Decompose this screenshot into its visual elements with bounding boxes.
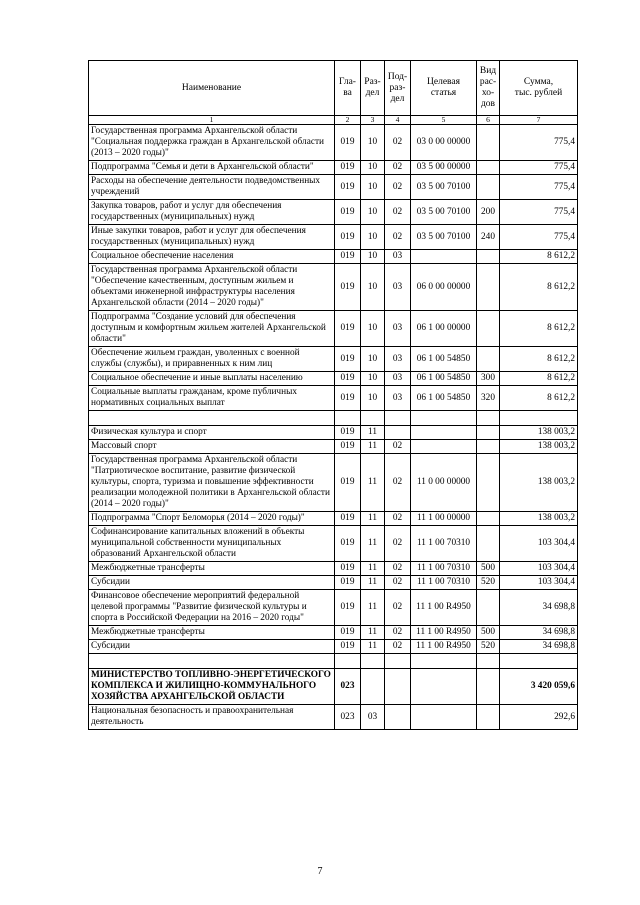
budget-table [88, 60, 578, 730]
cell-vid: 200 [477, 200, 500, 225]
cell-razdel: 11 [361, 640, 385, 654]
table-row [89, 175, 578, 200]
cell-vid: 520 [477, 640, 500, 654]
cell-target: 06 0 00 00000 [411, 264, 477, 311]
table-header-row [89, 61, 578, 116]
cell-podrazdel: 02 [385, 640, 411, 654]
cell-name: Государственная программа Архангельской области "Обеспечение качественным, доступным жильем и объектами инженерной инфраструктуры населения Архангельской области (2014 – 2020 годы)" [89, 264, 335, 311]
cell-sum [500, 654, 578, 669]
cell-glava: 019 [335, 440, 361, 454]
cell-razdel: 10 [361, 161, 385, 175]
cell-target: 06 1 00 54850 [411, 386, 477, 411]
cell-podrazdel [385, 426, 411, 440]
cell-target: 03 5 00 70100 [411, 200, 477, 225]
cell-razdel: 11 [361, 576, 385, 590]
cell-target: 03 5 00 00000 [411, 161, 477, 175]
empty-row [89, 654, 578, 669]
cell-name: Социальные выплаты гражданам, кроме публичных нормативных социальных выплат [89, 386, 335, 411]
column-number: 4 [385, 116, 411, 125]
column-number: 6 [477, 116, 500, 125]
cell-glava: 019 [335, 576, 361, 590]
cell-sum: 8 612,2 [500, 386, 578, 411]
cell-sum: 8 612,2 [500, 372, 578, 386]
cell-razdel: 11 [361, 440, 385, 454]
cell-glava: 019 [335, 372, 361, 386]
column-number: 7 [500, 116, 578, 125]
cell-name [89, 654, 335, 669]
cell-sum: 775,4 [500, 225, 578, 250]
cell-vid: 520 [477, 576, 500, 590]
cell-sum: 775,4 [500, 175, 578, 200]
cell-sum: 103 304,4 [500, 576, 578, 590]
table-row [89, 200, 578, 225]
cell-razdel: 11 [361, 454, 385, 512]
cell-name: Финансовое обеспечение мероприятий федеральной целевой программы "Развитие физической культуры и спорта в Российской Федерации на 2016 – 2020 годы" [89, 590, 335, 626]
cell-podrazdel: 02 [385, 562, 411, 576]
cell-target [411, 654, 477, 669]
cell-vid [477, 526, 500, 562]
cell-sum: 775,4 [500, 161, 578, 175]
header-sum: Сумма, тыс. рублей [500, 61, 578, 116]
cell-target: 06 1 00 54850 [411, 372, 477, 386]
header-glava: Гла- ва [335, 61, 361, 116]
cell-glava: 019 [335, 562, 361, 576]
cell-target [411, 411, 477, 426]
table-body [89, 125, 578, 730]
cell-podrazdel: 02 [385, 125, 411, 161]
table-row [89, 512, 578, 526]
cell-vid [477, 705, 500, 730]
cell-podrazdel: 03 [385, 250, 411, 264]
cell-sum: 8 612,2 [500, 311, 578, 347]
cell-sum: 34 698,8 [500, 590, 578, 626]
table-row [89, 161, 578, 175]
cell-target: 03 5 00 70100 [411, 225, 477, 250]
cell-target: 11 1 00 70310 [411, 562, 477, 576]
cell-name: Расходы на обеспечение деятельности подведомственных учреждений [89, 175, 335, 200]
cell-razdel: 10 [361, 175, 385, 200]
table-row [89, 454, 578, 512]
cell-razdel: 10 [361, 264, 385, 311]
table-row [89, 590, 578, 626]
cell-razdel [361, 411, 385, 426]
column-number-row [89, 116, 578, 125]
cell-podrazdel: 02 [385, 440, 411, 454]
cell-name: Массовый спорт [89, 440, 335, 454]
cell-podrazdel [385, 705, 411, 730]
cell-glava: 019 [335, 125, 361, 161]
cell-sum: 8 612,2 [500, 250, 578, 264]
cell-vid: 500 [477, 562, 500, 576]
cell-podrazdel: 02 [385, 454, 411, 512]
cell-name: Межбюджетные трансферты [89, 562, 335, 576]
table-row [89, 125, 578, 161]
cell-razdel: 11 [361, 512, 385, 526]
cell-target: 03 0 00 00000 [411, 125, 477, 161]
cell-razdel: 10 [361, 200, 385, 225]
cell-name: Софинансирование капитальных вложений в объекты муниципальной собственности муниципальных образований Архангельской области [89, 526, 335, 562]
cell-glava: 019 [335, 454, 361, 512]
cell-razdel: 10 [361, 311, 385, 347]
cell-razdel: 03 [361, 705, 385, 730]
cell-vid [477, 161, 500, 175]
cell-vid [477, 654, 500, 669]
cell-razdel: 10 [361, 125, 385, 161]
cell-podrazdel: 03 [385, 311, 411, 347]
cell-sum: 138 003,2 [500, 512, 578, 526]
table-row [89, 705, 578, 730]
cell-glava: 019 [335, 347, 361, 372]
cell-vid [477, 264, 500, 311]
cell-vid [477, 311, 500, 347]
cell-glava: 023 [335, 669, 361, 705]
cell-vid [477, 411, 500, 426]
cell-sum: 138 003,2 [500, 426, 578, 440]
cell-podrazdel: 02 [385, 512, 411, 526]
cell-vid [477, 347, 500, 372]
cell-podrazdel: 02 [385, 225, 411, 250]
cell-podrazdel [385, 411, 411, 426]
cell-name: Социальное обеспечение населения [89, 250, 335, 264]
cell-razdel: 10 [361, 372, 385, 386]
cell-target: 11 1 00 70310 [411, 526, 477, 562]
table-row [89, 250, 578, 264]
cell-vid [477, 250, 500, 264]
cell-target: 11 1 00 R4950 [411, 640, 477, 654]
cell-glava: 019 [335, 590, 361, 626]
cell-podrazdel: 02 [385, 626, 411, 640]
cell-sum: 138 003,2 [500, 454, 578, 512]
cell-target [411, 440, 477, 454]
cell-sum: 138 003,2 [500, 440, 578, 454]
cell-glava: 019 [335, 640, 361, 654]
cell-name: Субсидии [89, 640, 335, 654]
empty-row [89, 411, 578, 426]
cell-vid: 320 [477, 386, 500, 411]
cell-sum: 8 612,2 [500, 347, 578, 372]
header-name: Наименование [89, 61, 335, 116]
cell-sum: 34 698,8 [500, 626, 578, 640]
table-row [89, 526, 578, 562]
table-row [89, 347, 578, 372]
cell-razdel: 11 [361, 590, 385, 626]
table-row [89, 440, 578, 454]
cell-podrazdel: 03 [385, 264, 411, 311]
cell-name: Закупка товаров, работ и услуг для обеспечения государственных (муниципальных) нужд [89, 200, 335, 225]
cell-razdel: 11 [361, 562, 385, 576]
cell-sum: 103 304,4 [500, 526, 578, 562]
cell-podrazdel: 02 [385, 590, 411, 626]
table-row [89, 264, 578, 311]
cell-podrazdel: 03 [385, 347, 411, 372]
cell-target [411, 426, 477, 440]
cell-vid [477, 512, 500, 526]
cell-razdel: 10 [361, 225, 385, 250]
cell-sum: 292,6 [500, 705, 578, 730]
cell-name: Подпрограмма "Семья и дети в Архангельской области" [89, 161, 335, 175]
cell-target: 11 1 00 00000 [411, 512, 477, 526]
cell-name: Национальная безопасность и правоохранительная деятельность [89, 705, 335, 730]
cell-podrazdel: 02 [385, 576, 411, 590]
cell-sum: 775,4 [500, 125, 578, 161]
cell-glava: 019 [335, 626, 361, 640]
cell-target: 11 1 00 70310 [411, 576, 477, 590]
column-number: 2 [335, 116, 361, 125]
table-row [89, 626, 578, 640]
cell-razdel: 11 [361, 426, 385, 440]
cell-target: 11 0 00 00000 [411, 454, 477, 512]
cell-podrazdel: 02 [385, 161, 411, 175]
table-row [89, 311, 578, 347]
cell-razdel [361, 654, 385, 669]
cell-podrazdel: 02 [385, 526, 411, 562]
table-row [89, 225, 578, 250]
cell-razdel: 11 [361, 526, 385, 562]
table-row [89, 576, 578, 590]
cell-vid [477, 125, 500, 161]
cell-glava: 019 [335, 264, 361, 311]
column-number: 3 [361, 116, 385, 125]
cell-razdel: 10 [361, 386, 385, 411]
cell-vid: 500 [477, 626, 500, 640]
header-podrazdel: Под- раз- дел [385, 61, 411, 116]
cell-glava: 019 [335, 161, 361, 175]
cell-name: МИНИСТЕРСТВО ТОПЛИВНО-ЭНЕРГЕТИЧЕСКОГО КОМПЛЕКСА И ЖИЛИЩНО-КОММУНАЛЬНОГО ХОЗЯЙСТВА АРХАНГЕЛЬСКОЙ ОБЛАСТИ [89, 669, 335, 705]
cell-vid: 300 [477, 372, 500, 386]
header-razdel: Раз- дел [361, 61, 385, 116]
cell-podrazdel: 03 [385, 372, 411, 386]
cell-target: 11 1 00 R4950 [411, 626, 477, 640]
cell-target [411, 669, 477, 705]
cell-glava: 019 [335, 386, 361, 411]
cell-target: 11 1 00 R4950 [411, 590, 477, 626]
cell-razdel: 10 [361, 347, 385, 372]
cell-name: Иные закупки товаров, работ и услуг для обеспечения государственных (муниципальных) нужд [89, 225, 335, 250]
cell-podrazdel: 02 [385, 200, 411, 225]
cell-target: 06 1 00 54850 [411, 347, 477, 372]
cell-sum: 775,4 [500, 200, 578, 225]
cell-glava: 019 [335, 175, 361, 200]
cell-name: Обеспечение жильем граждан, уволенных с военной службы (службы), и приравненных к ним лиц [89, 347, 335, 372]
cell-glava [335, 411, 361, 426]
cell-name: Физическая культура и спорт [89, 426, 335, 440]
cell-glava: 019 [335, 200, 361, 225]
cell-target [411, 250, 477, 264]
cell-sum: 34 698,8 [500, 640, 578, 654]
cell-name: Государственная программа Архангельской области "Социальная поддержка граждан в Архангельской области (2013 – 2020 годы)" [89, 125, 335, 161]
column-number: 5 [411, 116, 477, 125]
cell-sum: 8 612,2 [500, 264, 578, 311]
column-number: 1 [89, 116, 335, 125]
table-row [89, 386, 578, 411]
cell-vid [477, 669, 500, 705]
cell-glava: 019 [335, 526, 361, 562]
cell-podrazdel: 03 [385, 386, 411, 411]
cell-podrazdel [385, 669, 411, 705]
cell-sum: 103 304,4 [500, 562, 578, 576]
cell-razdel [361, 669, 385, 705]
cell-glava [335, 654, 361, 669]
cell-glava: 023 [335, 705, 361, 730]
cell-vid [477, 454, 500, 512]
table-row [89, 640, 578, 654]
header-target: Целевая статья [411, 61, 477, 116]
cell-target: 06 1 00 00000 [411, 311, 477, 347]
cell-glava: 019 [335, 250, 361, 264]
cell-glava: 019 [335, 311, 361, 347]
cell-vid [477, 426, 500, 440]
cell-name: Подпрограмма "Создание условий для обеспечения доступным и комфортным жильем жителей Архангельской области" [89, 311, 335, 347]
cell-vid [477, 440, 500, 454]
cell-vid [477, 590, 500, 626]
cell-glava: 019 [335, 426, 361, 440]
table-row [89, 562, 578, 576]
cell-name: Субсидии [89, 576, 335, 590]
cell-name: Государственная программа Архангельской области "Патриотическое воспитание, развитие физической культуры, спорта, туризма и повышение эффективности реализации молодежной политики в Архангельской области (2014 – 2020 годы)" [89, 454, 335, 512]
cell-name: Социальное обеспечение и иные выплаты населению [89, 372, 335, 386]
cell-sum [500, 411, 578, 426]
table-row [89, 669, 578, 705]
cell-target: 03 5 00 70100 [411, 175, 477, 200]
cell-vid [477, 175, 500, 200]
cell-sum: 3 420 059,6 [500, 669, 578, 705]
page-number: 7 [317, 866, 323, 877]
header-vid: Вид рас- хо- дов [477, 61, 500, 116]
cell-name [89, 411, 335, 426]
cell-glava: 019 [335, 512, 361, 526]
table-row [89, 372, 578, 386]
cell-name: Межбюджетные трансферты [89, 626, 335, 640]
table-row [89, 426, 578, 440]
cell-razdel: 11 [361, 626, 385, 640]
cell-razdel: 10 [361, 250, 385, 264]
cell-podrazdel [385, 654, 411, 669]
cell-vid: 240 [477, 225, 500, 250]
cell-glava: 019 [335, 225, 361, 250]
cell-name: Подпрограмма "Спорт Беломорья (2014 – 2020 годы)" [89, 512, 335, 526]
cell-target [411, 705, 477, 730]
cell-podrazdel: 02 [385, 175, 411, 200]
